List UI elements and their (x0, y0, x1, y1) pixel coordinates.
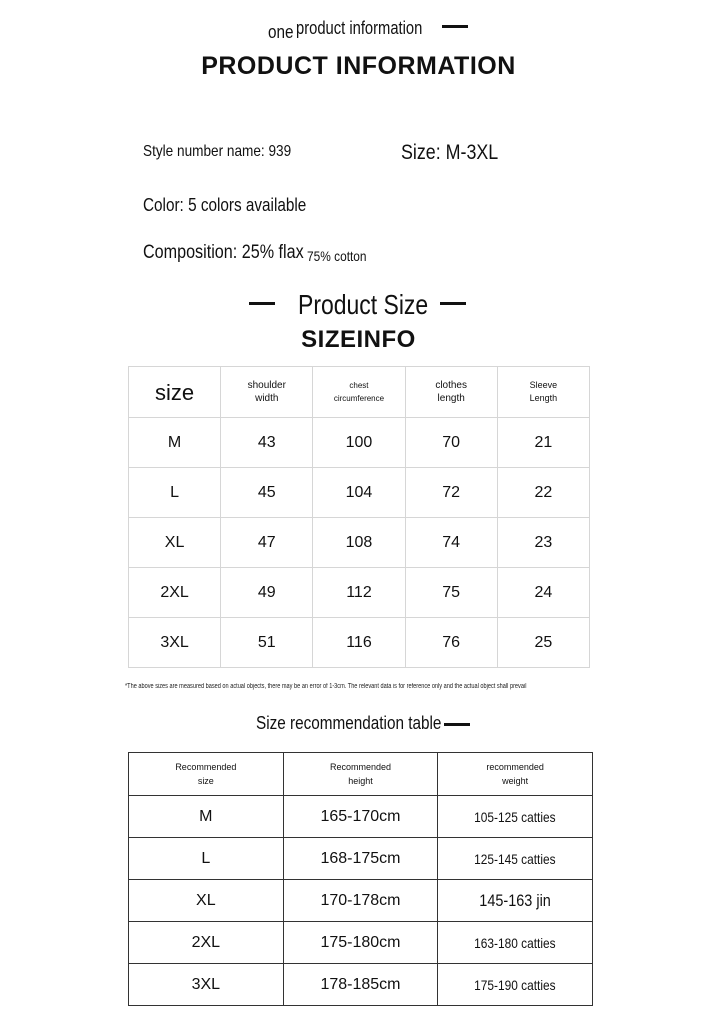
table-cell: 76 (405, 618, 497, 668)
weight-text: 163-180 catties (474, 934, 556, 951)
header-cell-rec-weight: recommended weight (438, 753, 593, 796)
table-cell: 112 (313, 568, 405, 618)
table-cell: 47 (221, 518, 313, 568)
table-row (129, 880, 593, 922)
table-row (129, 838, 593, 880)
table-row (129, 518, 590, 568)
table-cell: M (129, 796, 284, 838)
table-cell: 2XL (129, 568, 221, 618)
table-cell: 3XL (129, 618, 221, 668)
section-dash-left (249, 302, 275, 305)
page-title: PRODUCT INFORMATION (201, 52, 516, 80)
table-cell: 72 (405, 468, 497, 518)
table-cell: XL (129, 518, 221, 568)
weight-text: 105-125 catties (474, 808, 556, 825)
table-cell: 3XL (129, 964, 284, 1006)
table-cell (438, 922, 593, 964)
weight-text: 125-145 catties (474, 850, 556, 867)
style-number: Style number name: 939 (143, 143, 292, 160)
header-cell-size: size (129, 367, 221, 418)
table-cell: 45 (221, 468, 313, 518)
table-row (129, 618, 590, 668)
table-cell: 165-170cm (283, 796, 438, 838)
header-small-title: product information (296, 18, 423, 38)
table-cell: 51 (221, 618, 313, 668)
table-row (129, 796, 593, 838)
table-cell: M (129, 418, 221, 468)
recommendation-dash (444, 723, 470, 726)
table-cell: L (129, 838, 284, 880)
table-row (129, 468, 590, 518)
size-section-title: Product Size (298, 289, 429, 320)
table-row (129, 922, 593, 964)
table-cell: 175-180cm (283, 922, 438, 964)
header-cell-sleeve: Sleeve Length (497, 367, 589, 418)
header-cell-shoulder: shoulder width (221, 367, 313, 418)
table-cell: 170-178cm (283, 880, 438, 922)
table-cell: 22 (497, 468, 589, 518)
size-range: Size: M-3XL (401, 141, 499, 164)
table-cell: 49 (221, 568, 313, 618)
table-cell: 178-185cm (283, 964, 438, 1006)
table-cell: 43 (221, 418, 313, 468)
table-cell: 100 (313, 418, 405, 468)
table-row (129, 964, 593, 1006)
recommendation-table-header (129, 753, 593, 796)
table-row (129, 568, 590, 618)
table-cell (438, 964, 593, 1006)
size-table-header (129, 367, 590, 418)
table-cell: 70 (405, 418, 497, 468)
table-cell: 23 (497, 518, 589, 568)
table-cell: 104 (313, 468, 405, 518)
color-info: Color: 5 colors available (143, 195, 307, 215)
table-cell (438, 796, 593, 838)
table-cell: 75 (405, 568, 497, 618)
section-dash-right (440, 302, 466, 305)
weight-text: 145-163 jin (479, 890, 551, 910)
header-cell-rec-size: Recommended size (129, 753, 284, 796)
table-cell (438, 838, 593, 880)
header-dash-decoration (442, 25, 468, 28)
table-cell: 21 (497, 418, 589, 468)
composition-main: Composition: 25% flax (143, 242, 304, 263)
table-cell: 25 (497, 618, 589, 668)
table-cell: XL (129, 880, 284, 922)
header-prefix: one (268, 22, 294, 42)
table-cell: 74 (405, 518, 497, 568)
measurement-note: *The above sizes are measured based on actual objects, there may be an error of 1-3cm. The relevant data is for reference only and the actual object shall prevail (125, 683, 527, 690)
recommendation-table (128, 752, 593, 1006)
table-cell: 108 (313, 518, 405, 568)
table-cell: 168-175cm (283, 838, 438, 880)
table-row (129, 418, 590, 468)
header-cell-chest: chest circumference (313, 367, 405, 418)
table-cell: 116 (313, 618, 405, 668)
recommendation-title: Size recommendation table (256, 713, 442, 733)
weight-text: 175-190 catties (474, 976, 556, 993)
table-cell: 2XL (129, 922, 284, 964)
table-cell (438, 880, 593, 922)
header-cell-rec-height: Recommended height (283, 753, 438, 796)
header-cell-length: clothes length (405, 367, 497, 418)
composition-rest: 75% cotton (307, 248, 367, 264)
size-table (128, 366, 590, 668)
table-cell: L (129, 468, 221, 518)
table-cell: 24 (497, 568, 589, 618)
size-section-subtitle: SIZEINFO (301, 326, 416, 353)
